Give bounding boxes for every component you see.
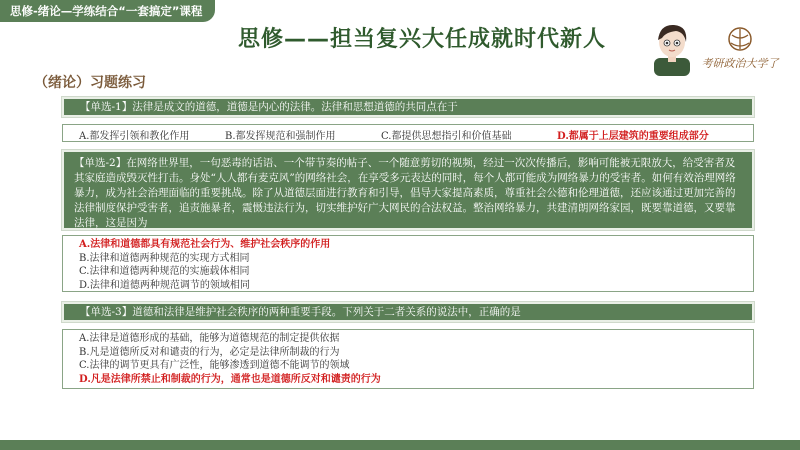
option-b[interactable]: B.都发挥规范和强制作用 <box>225 131 336 142</box>
option-d-correct[interactable]: D.凡是法律所禁止和制裁的行为，通常也是道德所反对和谴责的行为 <box>79 373 381 385</box>
question-2-stem: 【单选-2】在网络世界里，一句恶毒的话语、一个带节奏的帖子、一个随意剪切的视频，经过一次次传播后，影响可能被无限放大，给受害者及其家庭造成毁灭性打击。身处“人人都有麦克风”的网络社会，在享受多元表达的同时，每个人都可能成为网络暴力的受害者。如何有效治理网络暴力，成为社会治理面临的重要挑战。除了从道德层面进行教育和引导，倡导大家提高素质，尊重社会公德和伦理道德，还应该通过更加完善的法律制度保护受害者，追责施暴者，震慑违法行为，切实维护好广大网民的合法权益。整治网络暴力，共建清朗网络家园，既要靠道德，又要靠法律，这是因为 <box>62 150 754 230</box>
option-b[interactable]: B.凡是道德所反对和谴责的行为，必定是法律所制裁的行为 <box>79 346 340 358</box>
page-title: 思修——担当复兴大任成就时代新人 <box>237 27 606 52</box>
question-3-options <box>62 329 754 389</box>
question-1-stem: 【单选-1】法律是成文的道德，道德是内心的法律。法律和思想道德的共同点在于 <box>62 97 754 117</box>
option-d-correct[interactable]: D.都属于上层建筑的重要组成部分 <box>557 131 709 142</box>
option-a[interactable]: A.都发挥引领和教化作用 <box>79 131 190 142</box>
question-2-options <box>62 235 754 292</box>
option-d[interactable]: D.法律和道德两种规范调节的领域相同 <box>79 279 250 291</box>
option-c[interactable]: C.都提供思想指引和价值基础 <box>381 131 512 142</box>
option-c[interactable]: C.法律的调节更具有广泛性，能够渗透到道德不能调节的领域 <box>79 360 350 371</box>
section-title: （绪论）习题练习 <box>34 75 146 91</box>
brand-logo <box>697 25 783 73</box>
option-a[interactable]: A.法律是道德形成的基础，能够为道德规范的制定提供依据 <box>79 333 340 344</box>
option-a-correct[interactable]: A.法律和道德都具有规范社会行为、维护社会秩序的作用 <box>79 239 331 250</box>
question-3-stem: 【单选-3】道德和法律是维护社会秩序的两种重要手段。下列关于二者关系的说法中，正确的是 <box>62 302 754 322</box>
question-1-options <box>62 124 754 142</box>
teacher-avatar <box>650 20 694 76</box>
option-c[interactable]: C.法律和道德两种规范的实施载体相同 <box>79 266 250 277</box>
brand-text: 考研政治大学了 <box>701 57 779 70</box>
brand-emblem-icon <box>697 25 783 57</box>
course-tag: 思修-绪论—学练结合“一套搞定”课程 <box>0 0 215 22</box>
option-b[interactable]: B.法律和道德两种规范的实现方式相同 <box>79 252 250 264</box>
bottom-bar <box>0 440 800 450</box>
